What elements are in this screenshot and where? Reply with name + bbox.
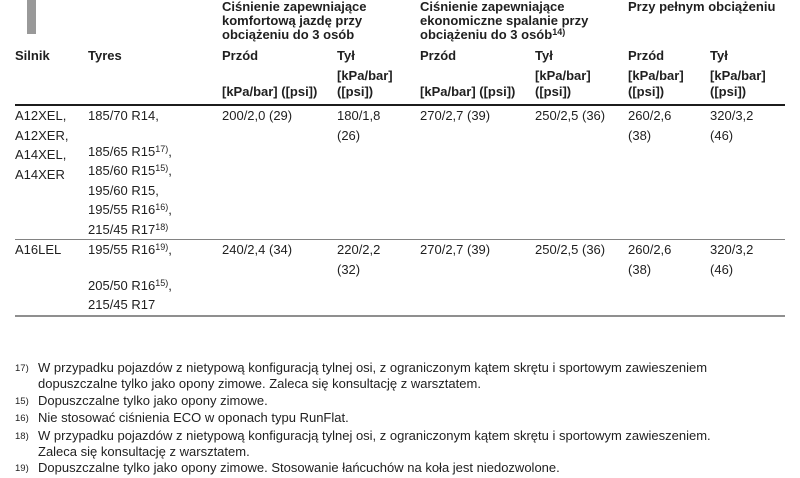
- comfort-rear-value: [337, 105, 420, 240]
- col-header-engine: [15, 48, 88, 105]
- unit-line: [kPa/bar]: [628, 68, 684, 83]
- col-header-label: Przód: [628, 48, 665, 63]
- footnote-ref: 15): [155, 277, 169, 288]
- group-header-empty: [15, 0, 222, 48]
- col-header-eco-front: [420, 48, 535, 105]
- tyre-line: [88, 181, 216, 201]
- eco-rear-value: [535, 105, 628, 240]
- group-header-line: ekonomiczne spalanie przy: [420, 13, 589, 28]
- value-line: 220/2,2: [337, 242, 381, 257]
- value-line: (38): [628, 127, 652, 143]
- col-header-full-front: [628, 48, 710, 105]
- value-line: 260/2,6: [628, 108, 672, 123]
- value-line: 270/2,7 (39): [420, 242, 491, 257]
- value-line: 270/2,7 (39): [420, 108, 491, 123]
- engine-line: A14XER: [15, 166, 65, 182]
- value-line: (46): [710, 261, 734, 277]
- col-header-label: Tył: [337, 48, 355, 63]
- col-header-eco-rear: [535, 48, 628, 105]
- footnote-line: W przypadku pojazdów z nietypową konfiguracją tylnej osi, z ograniczonym kątem skrętu i sportowym zawieszeniem: [38, 360, 708, 375]
- engine-line: A12XER,: [15, 127, 69, 143]
- footnote-text: [38, 360, 797, 393]
- column-header-row: [15, 48, 785, 105]
- footnote-line: Zaleca się konsultację z warsztatem.: [38, 444, 250, 460]
- engine-cell: [15, 105, 88, 240]
- engine-line: A14XEL,: [15, 147, 67, 162]
- footnote-line: Nie stosować ciśnienia ECO w oponach typu RunFlat.: [38, 410, 349, 426]
- footnote-marker: 19): [15, 463, 29, 475]
- col-header-label: Tył: [535, 48, 553, 63]
- footnote-marker: 16): [15, 413, 29, 425]
- tyre-line: [88, 142, 216, 162]
- tyre-size: 195/55 R16: [88, 202, 156, 217]
- value-line: 260/2,6: [628, 242, 672, 257]
- comfort-rear-value: [337, 240, 420, 316]
- tyre-list-gap: [88, 260, 216, 276]
- unit-label: [535, 68, 622, 102]
- footnote-ref: 19): [155, 242, 169, 252]
- engine-line: A12XEL,: [15, 108, 67, 123]
- footnote-ref: 16): [155, 202, 169, 212]
- group-header-eco: [420, 0, 628, 48]
- tyre-sep: ,: [168, 143, 172, 159]
- tyre-size: 185/60 R15: [88, 163, 156, 178]
- col-header-label: Tył: [710, 48, 728, 63]
- eco-front-value: [420, 240, 535, 316]
- unit-label: [420, 84, 529, 102]
- table-row: [15, 240, 785, 316]
- unit-line: [kPa/bar] ([psi]): [420, 84, 516, 99]
- tyre-sep: ,: [168, 202, 172, 217]
- footnote-line: Dopuszczalne tylko jako opony zimowe.: [38, 392, 268, 408]
- value-line: 200/2,0 (29): [222, 108, 293, 123]
- footnote-marker: 18): [15, 430, 29, 442]
- footnote-text: [38, 410, 797, 426]
- table-row: [15, 105, 785, 240]
- engine-line: A16LEL: [15, 242, 62, 257]
- group-header-line: [222, 28, 414, 42]
- tyre-size: 185/65 R15: [88, 143, 156, 159]
- tyre-list-gap: [88, 126, 216, 142]
- tyre-size: 195/60 R15,: [88, 182, 159, 198]
- footnote-15: [15, 393, 797, 410]
- value-line: 320/3,2: [710, 108, 754, 123]
- col-header-label: Przód: [420, 48, 457, 63]
- tyre-size: 195/55 R16: [88, 242, 156, 257]
- footnote-text: [38, 428, 797, 461]
- footnote-text: [38, 460, 797, 476]
- tyre-size: 215/45 R17: [88, 221, 156, 237]
- value-line: (46): [710, 127, 734, 143]
- comfort-front-value: [222, 240, 337, 316]
- footnote-ref: 17): [155, 143, 169, 154]
- group-header-line: Przy pełnym obciążeniu: [628, 0, 776, 14]
- tyre-line: [88, 106, 216, 126]
- value-line: 250/2,5 (36): [535, 108, 606, 123]
- group-header-line: komfortową jazdę przy: [222, 13, 363, 28]
- col-header-label: Silnik: [15, 48, 50, 63]
- value-line: 240/2,4 (34): [222, 242, 293, 257]
- unit-line: [kPa/bar]: [535, 68, 591, 83]
- footnote-18: [15, 428, 797, 461]
- unit-label: [222, 84, 331, 102]
- footnote-ref: 18): [155, 221, 169, 232]
- eco-rear-value: [535, 240, 628, 316]
- value-line: 250/2,5 (36): [535, 242, 606, 257]
- group-header-comfort: [222, 0, 420, 48]
- col-header-comfort-rear: [337, 48, 420, 105]
- unit-line: [kPa/bar] ([psi]): [222, 84, 318, 99]
- engine-cell: [15, 240, 88, 316]
- unit-line: ([psi]): [628, 84, 665, 99]
- unit-line: ([psi]): [710, 84, 747, 99]
- footnote-19: [15, 460, 797, 477]
- col-header-label: Przód: [222, 48, 259, 63]
- full-rear-value: [710, 240, 785, 316]
- col-header-label: Tyres: [88, 48, 122, 63]
- unit-label: [337, 68, 414, 102]
- unit-label: [628, 68, 704, 102]
- tyre-line: [88, 276, 216, 296]
- col-header-tyres: [88, 48, 222, 105]
- tyre-size: 185/70 R14,: [88, 108, 159, 123]
- col-header-comfort-front: [222, 48, 337, 105]
- tyre-line: [88, 220, 216, 240]
- unit-label: [710, 68, 779, 102]
- tyre-sep: ,: [168, 163, 172, 178]
- full-front-value: [628, 240, 710, 316]
- group-header-final: obciążeniu do 3 osób: [222, 27, 355, 42]
- footnote-text: [38, 393, 797, 409]
- tyre-size: 205/50 R16: [88, 277, 156, 293]
- footnote-ref: 15): [155, 163, 169, 173]
- eco-front-value: [420, 105, 535, 240]
- footnote-line: W przypadku pojazdów z nietypową konfiguracją tylnej osi, z ograniczonym kątem skrętu i sportowym zawieszeniem.: [38, 427, 711, 443]
- footnote-17: [15, 360, 797, 393]
- group-header-line: Ciśnienie zapewniające: [222, 0, 367, 14]
- footnotes-section: [15, 360, 797, 478]
- tyre-size: 215/45 R17: [88, 297, 156, 312]
- footnote-16: [15, 410, 797, 427]
- value-line: 180/1,8: [337, 108, 381, 123]
- tyre-line: [88, 161, 216, 181]
- full-front-value: [628, 105, 710, 240]
- value-line: (32): [337, 261, 361, 277]
- footnote-marker: 17): [15, 363, 29, 374]
- value-line: 320/3,2: [710, 242, 754, 257]
- tyres-cell: [88, 105, 222, 240]
- footnote-line: dopuszczalne tylko jako opony zimowe. Zaleca się konsultację z warsztatem.: [38, 376, 481, 392]
- tyre-line: [88, 240, 216, 260]
- tyre-sep: ,: [168, 242, 172, 257]
- col-header-full-rear: [710, 48, 785, 105]
- group-header-line: [420, 28, 622, 42]
- tyre-sep: ,: [168, 277, 172, 293]
- comfort-front-value: [222, 105, 337, 240]
- value-line: (38): [628, 261, 652, 277]
- group-header-line: Ciśnienie zapewniające: [420, 0, 565, 14]
- group-header-row: [15, 0, 785, 48]
- tyre-line: [88, 295, 216, 315]
- group-header-full-load: [628, 0, 785, 48]
- group-header-final: obciążeniu do 3 osób: [420, 27, 553, 42]
- unit-line: ([psi]): [337, 84, 374, 99]
- tyres-cell: [88, 240, 222, 316]
- footnote-marker: 15): [15, 395, 29, 407]
- full-rear-value: [710, 105, 785, 240]
- unit-line: [kPa/bar]: [337, 68, 393, 83]
- tyre-pressure-table: [15, 0, 785, 317]
- value-line: (26): [337, 127, 361, 143]
- tyre-line: [88, 200, 216, 220]
- footnote-line: Dopuszczalne tylko jako opony zimowe. Stosowanie łańcuchów na koła jest niedozwolone.: [38, 460, 560, 476]
- unit-line: [kPa/bar]: [710, 68, 766, 83]
- unit-line: ([psi]): [535, 84, 572, 99]
- footnote-ref: 14): [552, 27, 566, 37]
